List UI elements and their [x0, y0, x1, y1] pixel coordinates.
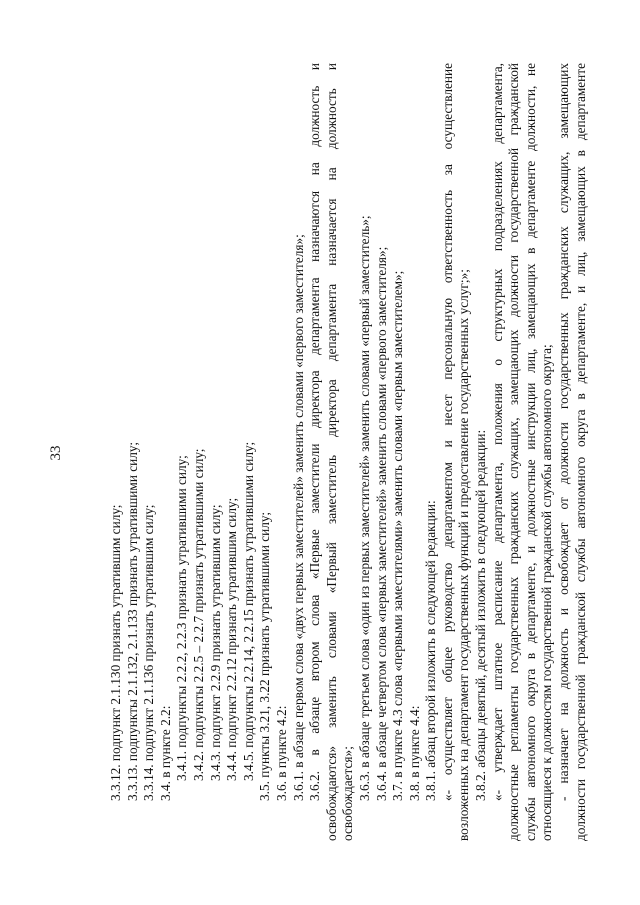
- text-line: 3.4.1. подпункты 2.2.2, 2.2.3 признать утратившими силу;: [174, 454, 190, 781]
- text-line: 3.6.3. в абзаце третьем слова «один из первых заместителей» заменить словами «первый заместитель»;: [356, 214, 372, 801]
- text-line: освобождаются» заменить словами «Первый заместитель директора департамента назначается на должность и: [323, 62, 339, 841]
- text-line: 3.3.13. подпункты 2.1.132, 2.1.133 признать утратившими силу;: [124, 441, 140, 801]
- text-line: 3.4.4. подпункт 2.2.12 признать утратившим силу;: [224, 497, 240, 781]
- text-line: 3.6.4. в абзаце четвертом слова «первых заместителей» заменить словами «первого заместителя»;: [373, 246, 389, 801]
- text-line: 3.8.1. абзац второй изложить в следующей редакции:: [423, 499, 439, 801]
- text-line: 3.6. в пункте 4.2:: [273, 705, 289, 801]
- text-line: «- осуществляет общее руководство департаментом и несет персональную ответственность за осуществление: [439, 62, 455, 801]
- page-number: 33: [48, 445, 64, 460]
- text-line: «- утверждает штатное расписание департамента, положения о структурных подразделениях департамента,: [489, 62, 505, 801]
- text-line: 3.4. в пункте 2.2:: [157, 705, 173, 801]
- text-line: 3.5. пункты 3.21, 3.22 признать утратившими силу;: [257, 511, 273, 801]
- text-line: 3.4.5. подпункты 2.2.14, 2.2.15 признать утратившими силу;: [240, 441, 256, 781]
- text-line: 3.4.3. подпункт 2.2.9 признать утратившим силу;: [207, 503, 223, 781]
- text-line: 3.6.1. в абзаце первом слова «двух первых заместителей» заменить словами «первого заместителя»;: [290, 233, 306, 801]
- text-line: 3.7. в пункте 4.3 слова «первыми заместителями» заменить словами «первым заместителем»;: [390, 270, 406, 801]
- text-line: возложенных на департамент государственных функций и предоставление государственных услуг;»;: [456, 268, 472, 841]
- text-line: должностные регламенты государственных гражданских служащих, замещающих должности государственной гражданской: [506, 62, 522, 841]
- text-line: службы автономного округа в департаменте, и должностные инструкции лиц, замещающих в департаменте должности, не: [522, 62, 538, 841]
- text-line: 3.3.12. подпункт 2.1.130 признать утратившим силу;: [108, 503, 123, 801]
- rotated-page: [40, 43, 600, 863]
- text-line: должности государственной гражданской службы автономного округа в департаменте, и лиц, замещающих в департаменте: [572, 62, 588, 841]
- text-line: 3.3.14. подпункт 2.1.136 признать утратившим силу;: [141, 503, 157, 801]
- text-line: 3.4.2. подпункты 2.2.5 – 2.2.7 признать утратившими силу;: [190, 448, 206, 781]
- text-line: освобождается»;: [340, 745, 356, 841]
- text-line: 3.8.2. абзацы девятый, десятый изложить в следующей редакции:: [473, 429, 489, 801]
- text-line: 3.8. в пункте 4.4:: [406, 705, 422, 801]
- text-line: относящиеся к должностям государственной гражданской службы автономного округа;: [539, 343, 555, 841]
- text-line: 3.6.2. в абзаце втором слова «Первые заместители директора департамента назначаются на должность и: [307, 62, 323, 801]
- text-line: - назначает на должность и освобождает от должности государственных гражданских служащих, замещающих: [556, 62, 572, 801]
- document-body: [108, 63, 589, 841]
